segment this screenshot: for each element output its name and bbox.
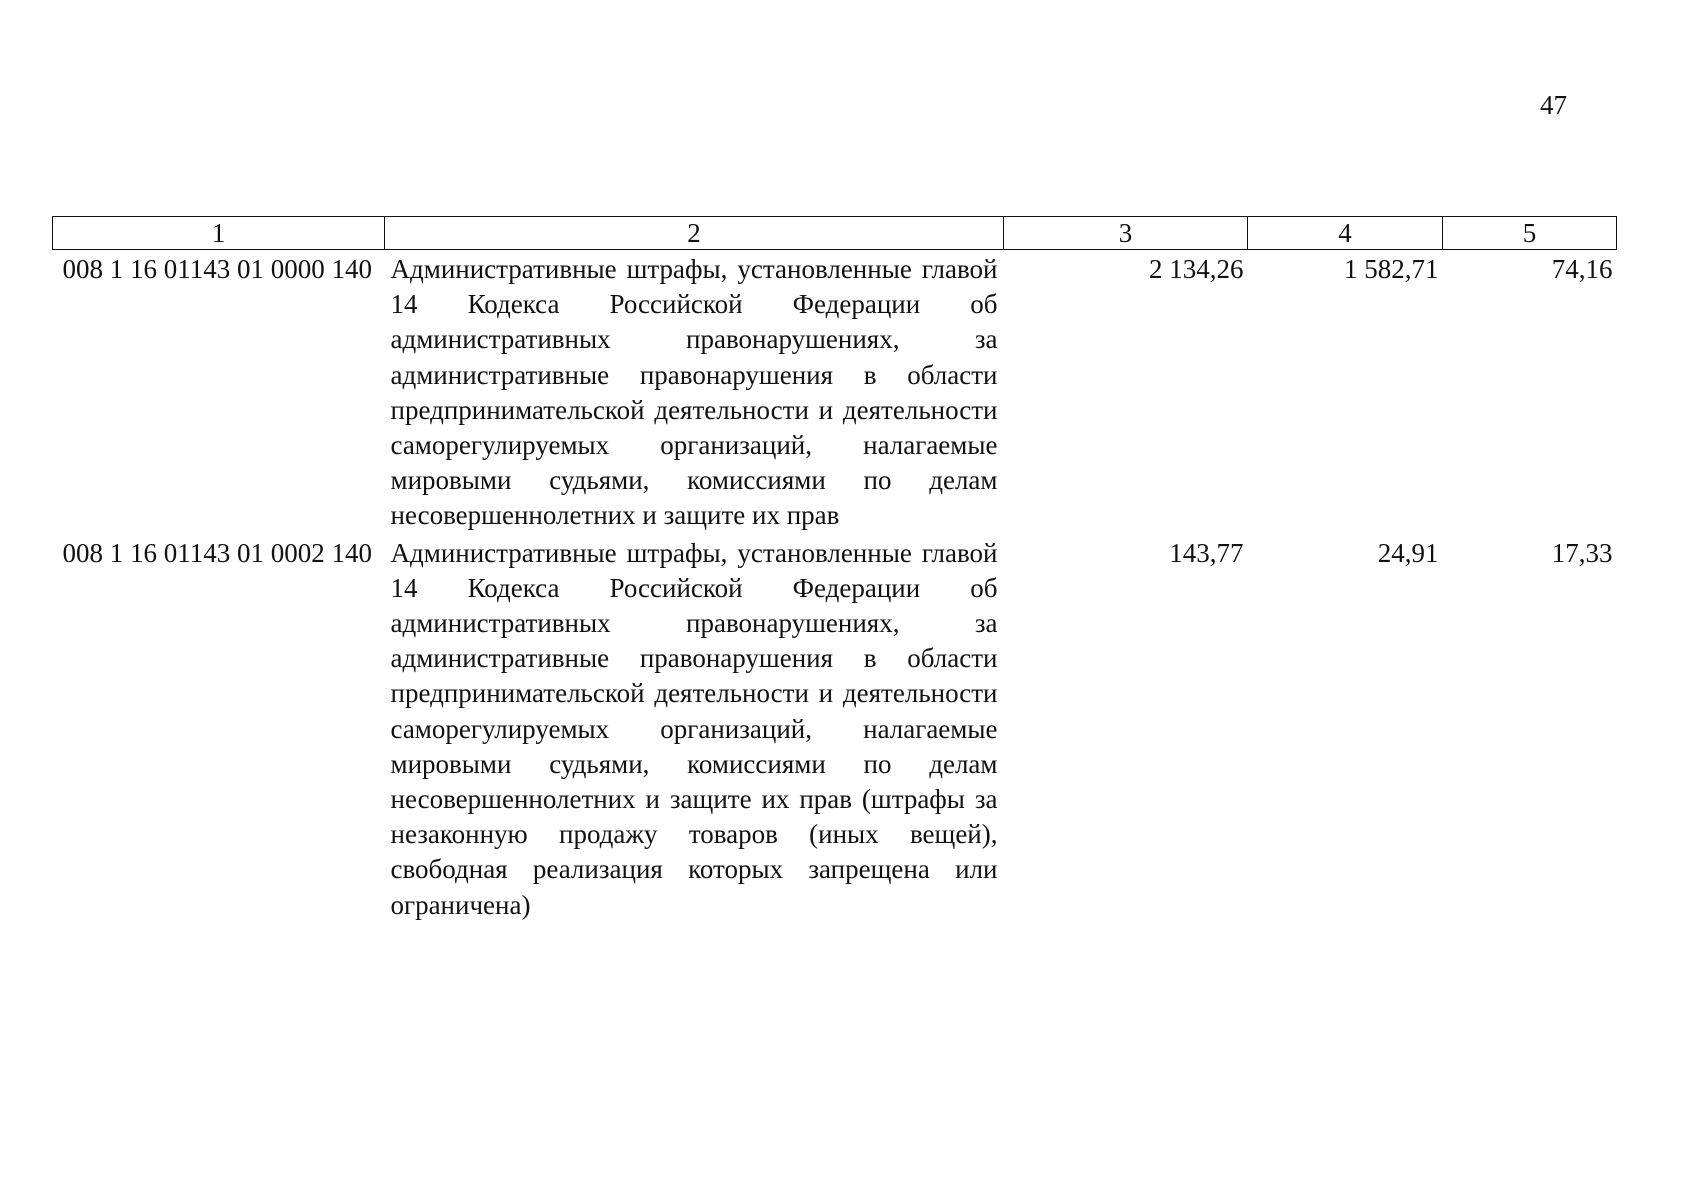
value-col3-cell: 2 134,26 [1149, 254, 1244, 284]
budget-code-cell: 008 1 16 01143 01 0000 140 [62, 254, 372, 284]
column-header-3: 3 [1004, 217, 1248, 250]
description-cell: Административные штрафы, установленные главой 14 Кодекса Российской Федерации об административных правонарушениях, за административные правонарушения в области предпринимательской деятельности и деятельности саморегулируемых организаций, налагаемые мировыми судьями, комиссиями по делам несовершеннолетних и защите их прав [390, 254, 998, 531]
table-row [53, 250, 1617, 534]
header-row [53, 217, 1617, 250]
column-header-1: 1 [53, 217, 385, 250]
table-header [53, 217, 1617, 250]
budget-table [52, 216, 1617, 923]
value-col5-cell: 17,33 [1551, 537, 1613, 568]
budget-table-container [52, 216, 1616, 923]
value-col4-cell: 1 582,71 [1344, 254, 1439, 284]
column-header-4: 4 [1248, 217, 1443, 250]
column-header-5: 5 [1443, 217, 1617, 250]
value-col4-cell: 24,91 [1377, 537, 1439, 568]
table-row [53, 534, 1617, 923]
column-header-2: 2 [385, 217, 1004, 250]
description-cell: Административные штрафы, установленные главой 14 Кодекса Российской Федерации об административных правонарушениях, за административные правонарушения в области предпринимательской деятельности и деятельности саморегулируемых организаций, налагаемые мировыми судьями, комиссиями по делам несовершеннолетних и защите их прав (штрафы за незаконную продажу товаров (иных вещей), свободная реализация которых запрещена или ограничена) [390, 537, 998, 920]
page-number: 47 [1540, 90, 1567, 120]
budget-code-cell: 008 1 16 01143 01 0002 140 [62, 537, 372, 568]
value-col3-cell: 143,77 [1169, 537, 1244, 568]
value-col5-cell: 74,16 [1551, 254, 1613, 284]
table-body [53, 250, 1617, 923]
